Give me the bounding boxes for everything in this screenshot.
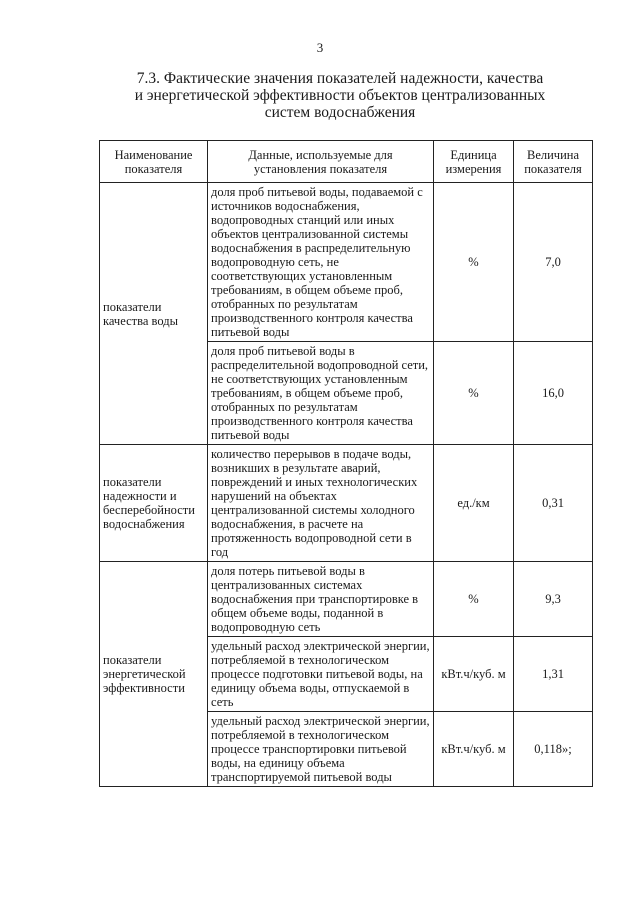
table-row — [100, 562, 593, 637]
row-description: удельный расход электрической энергии, потребляемой в технологическом процессе подготовки питьевой воды, на единицу объема воды, отпускаемой в сеть — [208, 637, 434, 712]
title-line: 7.3. Фактические значения показателей надежности, качества — [136, 70, 544, 87]
header-value: Величина показателя — [514, 141, 593, 183]
header-data: Данные, используемые для установления показателя — [208, 141, 434, 183]
header-unit: Единица измерения — [434, 141, 514, 183]
section-title — [80, 70, 600, 121]
row-value: 0,31 — [514, 445, 593, 562]
table-row — [100, 445, 593, 562]
row-description: удельный расход электрической энергии, потребляемой в технологическом процессе транспортировки питьевой воды, на единицу объема транспортируемой питьевой воды — [208, 712, 434, 787]
table-row — [100, 183, 593, 342]
indicators-table — [99, 140, 593, 787]
title-line: и энергетической эффективности объектов централизованных — [134, 87, 546, 104]
title-line: систем водоснабжения — [264, 104, 416, 121]
group-reliability: показатели надежности и бесперебойности водоснабжения — [100, 445, 208, 562]
row-description: количество перерывов в подаче воды, возникших в результате аварий, повреждений и иных технологических нарушений на объектах централизованной системы холодного водоснабжения, в расчете на протяженность водопроводной сети в год — [208, 445, 434, 562]
row-description: доля потерь питьевой воды в централизованных системах водоснабжения при транспортировке в общем объеме воды, поданной в водопроводную сеть — [208, 562, 434, 637]
row-description: доля проб питьевой воды, подаваемой с источников водоснабжения, водопроводных станций или иных объектов централизованной системы водоснабжения в распределительную водопроводную сеть, не соответствующих установленным требованиям, в общем объеме проб, отобранных по результатам производственного контроля качества питьевой воды — [208, 183, 434, 342]
group-energy: показатели энергетической эффективности — [100, 562, 208, 787]
row-unit: кВт.ч/куб. м — [434, 637, 514, 712]
row-value: 7,0 — [514, 183, 593, 342]
row-description: доля проб питьевой воды в распределительной водопроводной сети, не соответствующих установленным требованиям, в общем объеме проб, отобранных по результатам производственного контроля качества питьевой воды — [208, 342, 434, 445]
row-value: 9,3 — [514, 562, 593, 637]
group-quality: показатели качества воды — [100, 183, 208, 445]
row-value: 1,31 — [514, 637, 593, 712]
row-unit: % — [434, 183, 514, 342]
row-value: 16,0 — [514, 342, 593, 445]
row-unit: кВт.ч/куб. м — [434, 712, 514, 787]
row-value: 0,118»; — [514, 712, 593, 787]
page-number: 3 — [316, 40, 324, 55]
row-unit: % — [434, 342, 514, 445]
table-header-row — [100, 141, 593, 183]
header-name: Наименование показателя — [100, 141, 208, 183]
row-unit: % — [434, 562, 514, 637]
row-unit: ед./км — [434, 445, 514, 562]
